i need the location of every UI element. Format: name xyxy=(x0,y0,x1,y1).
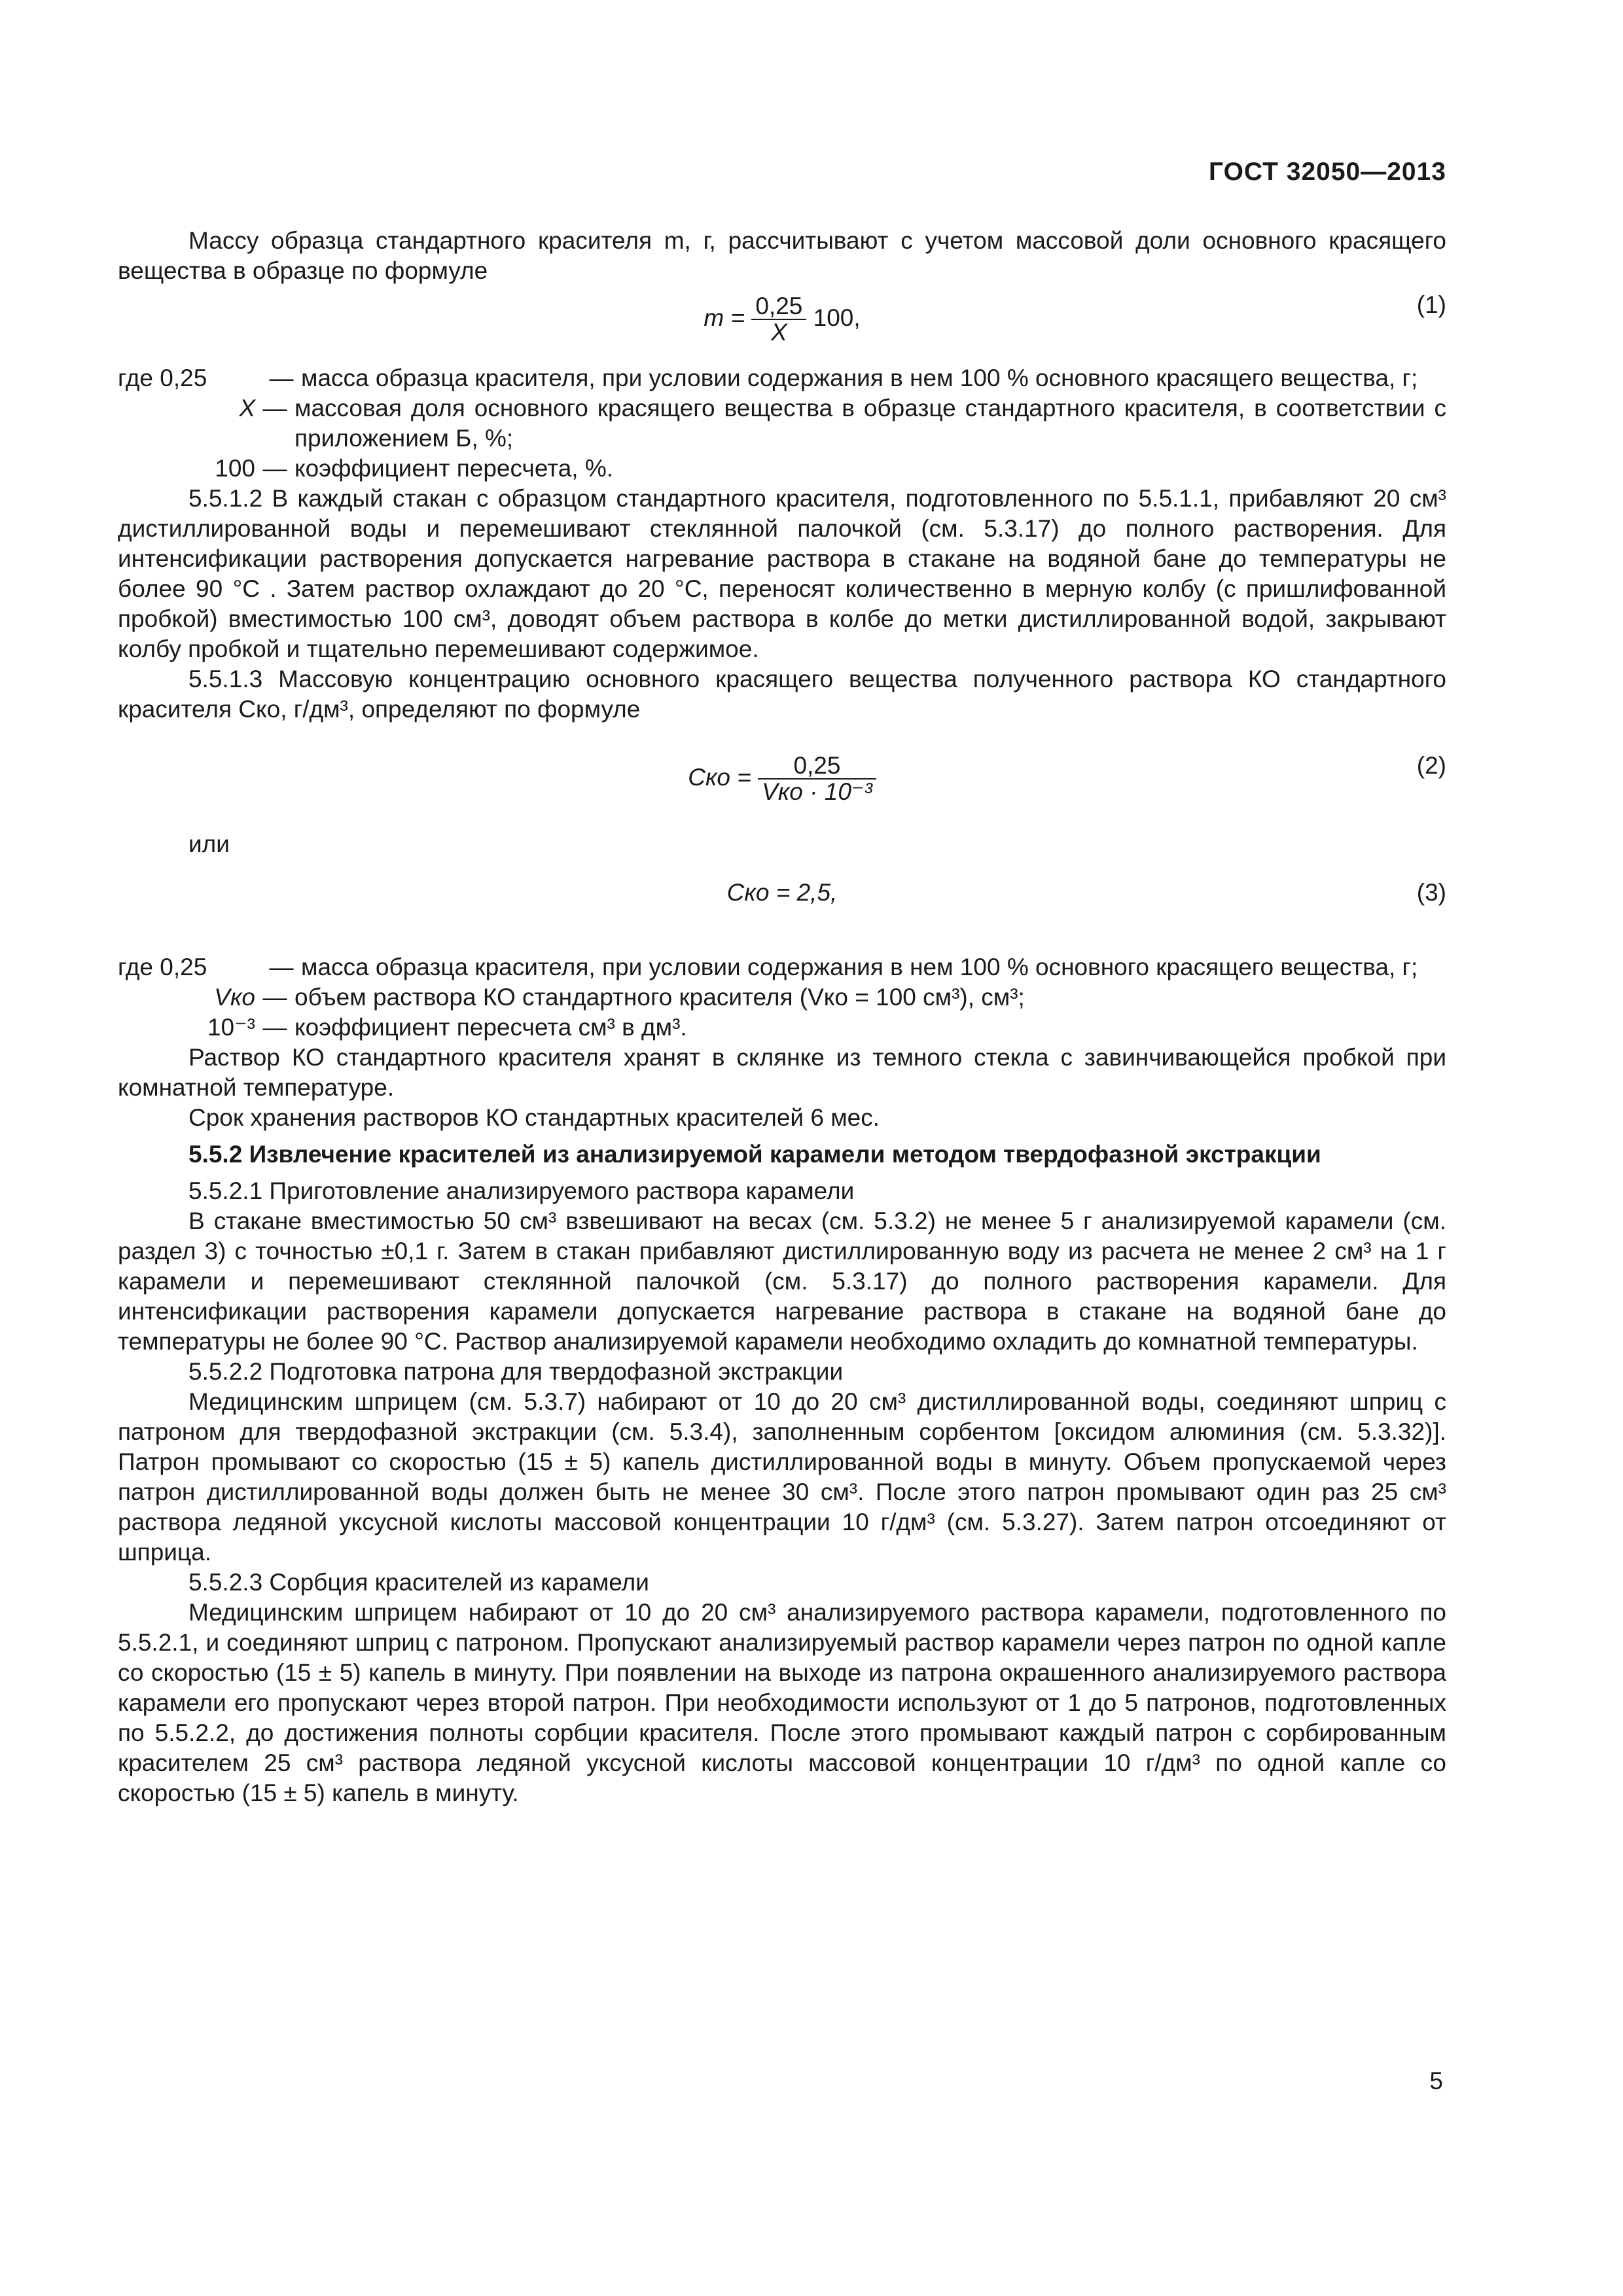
legend-dash: — xyxy=(262,455,287,482)
legend-term: 100 xyxy=(215,455,255,482)
equation-2 xyxy=(118,751,1446,829)
legend-2 xyxy=(118,952,1446,1043)
legend-term: 10⁻³ xyxy=(207,1014,255,1041)
eq2-number: (2) xyxy=(1416,752,1446,779)
eq3-body: Cко = 2,5, xyxy=(726,879,838,906)
legend-dash: — xyxy=(269,954,294,980)
legend-dash: — xyxy=(262,1014,287,1041)
paragraph-5-5-2-1: В стакане вместимостью 50 см³ взвешивают на весах (см. 5.3.2) не менее 5 г анализируемой карамели (см. раздел 3) с точностью ±0,1 г. Затем в стакан прибавляют дистиллированную воду из расчета не менее 2 см³ на 1 г карамели и перемешивают стеклянной палочкой (см. 5.3.17) до полного растворения карамели. Для интенсификации растворения карамели допускается нагревание раствора в стакане на водяной бане до температуры не более 90 °С. Раствор анализируемой карамели необходимо охладить до комнатной температуры. xyxy=(118,1208,1446,1355)
legend-text: массовая доля основного красящего вещества в образце стандартного красителя, в соответствии с приложением Б, %; xyxy=(294,395,1446,452)
equation-1 xyxy=(118,290,1446,349)
paragraph-5-5-2-2: Медицинским шприцем (см. 5.3.7) набирают от 10 до 20 см³ дистиллированной воды, соединяют шприц с патроном для твердофазной экстракции (см. 5.3.4), заполненным сорбентом [оксидом алюминия (см. 5.3.32)]. Патрон промывают со скоростью (15 ± 5) капель дистиллированной воды в минуту. Объем пропускаемой через патрон дистиллированной воды должен быть не менее 30 см³. После этого патрон промывают один раз 25 см³ раствора ледяной уксусной кислоты массовой концентрации 10 г/дм³ (см. 5.3.27). Затем патрон отсоединяют от шприца. xyxy=(118,1388,1446,1566)
document-body xyxy=(118,226,1446,1808)
legend-dash: — xyxy=(269,365,294,391)
equation-3 xyxy=(118,878,1446,930)
eq1-lhs: m = xyxy=(704,304,745,331)
eq1-numerator: 0,25 xyxy=(751,294,806,320)
eq2-fraction xyxy=(758,753,876,804)
legend-term: Vко xyxy=(214,984,255,1011)
paragraph-5-5-1-3: 5.5.1.3 Массовую концентрацию основного красящего вещества полученного раствора КО стандартного красителя Cко, г/дм³, определяют по формуле xyxy=(118,666,1446,723)
legend-1-row xyxy=(118,454,1446,484)
eq1-denominator: X xyxy=(771,319,787,346)
legend-dash: — xyxy=(262,984,287,1011)
eq1-number: (1) xyxy=(1416,291,1446,318)
subsection-5-5-2-3-heading: 5.5.2.3 Сорбция красителей из карамели xyxy=(188,1569,649,1596)
legend-text: объем раствора КО стандартного красителя (Vко = 100 см³), см³; xyxy=(294,984,1025,1011)
legend-1-row xyxy=(118,393,1446,454)
legend-term: где 0,25 xyxy=(118,954,207,980)
intro-paragraph: Массу образца стандартного красителя m, г, рассчитывают с учетом массовой доли основного красящего вещества в образце по формуле xyxy=(118,227,1446,284)
legend-dash: — xyxy=(262,395,287,422)
legend-2-row xyxy=(118,1013,1446,1043)
section-5-5-2-heading: 5.5.2 Извлечение красителей из анализируемой карамели методом твердофазной экстракции xyxy=(188,1141,1321,1168)
eq2-lhs: Cко = xyxy=(688,763,751,791)
storage-term-paragraph: Срок хранения растворов КО стандартных красителей 6 мес. xyxy=(188,1104,880,1131)
legend-text: коэффициент пересчета см³ в дм³. xyxy=(294,1014,687,1041)
eq3-number: (3) xyxy=(1416,879,1446,906)
legend-2-row xyxy=(118,952,1446,982)
subsection-5-5-2-2-heading: 5.5.2.2 Подготовка патрона для твердофазной экстракции xyxy=(188,1358,844,1385)
document-header: ГОСТ 32050—2013 xyxy=(1209,158,1446,186)
eq1-tail: 100, xyxy=(813,304,861,331)
eq1-fraction xyxy=(751,294,806,345)
storage-paragraph: Раствор КО стандартного красителя хранят в склянке из темного стекла с завинчивающейся пробкой при комнатной температуре. xyxy=(118,1044,1446,1101)
subsection-5-5-2-1-heading: 5.5.2.1 Приготовление анализируемого раствора карамели xyxy=(188,1177,855,1204)
legend-1-row xyxy=(118,363,1446,393)
legend-text: масса образца красителя, при условии содержания в нем 100 % основного красящего вещества, г; xyxy=(301,365,1418,391)
paragraph-5-5-1-2: 5.5.1.2 В каждый стакан с образцом стандартного красителя, подготовленного по 5.5.1.1, прибавляют 20 см³ дистиллированной воды и перемешивают стеклянной палочкой (см. 5.3.17) до полного растворения. Для интенсификации растворения допускается нагревание раствора в стакане на водяной бане до температуры не более 90 °С . Затем раствор охлаждают до 20 °С, переносят количественно в мерную колбу (с пришлифованной пробкой) вместимостью 100 см³, доводят объем раствора в колбе до метки дистиллированной водой, закрывают колбу пробкой и тщательно перемешивают содержимое. xyxy=(118,485,1446,662)
eq2-numerator: 0,25 xyxy=(758,753,876,780)
or-connector: или xyxy=(188,831,230,857)
page-number: 5 xyxy=(1429,2068,1443,2094)
paragraph-5-5-2-3: Медицинским шприцем набирают от 10 до 20 см³ анализируемого раствора карамели, подготовленного по 5.5.2.1, и соединяют шприц с патроном. Пропускают анализируемый раствор карамели через патрон по одной капле со скоростью (15 ± 5) капель в минуту. При появлении на выходе из патрона окрашенного анализируемого раствора карамели его пропускают через второй патрон. При необходимости используют от 1 до 5 патронов, подготовленных по 5.5.2.2, до достижения полноты сорбции красителя. После этого промывают каждый патрон с сорбированным красителем 25 см³ раствора ледяной уксусной кислоты массовой концентрации 10 г/дм³ по одной капле со скоростью (15 ± 5) капель в минуту. xyxy=(118,1599,1446,1806)
eq2-denominator: Vко · 10⁻³ xyxy=(762,778,872,805)
legend-term: X xyxy=(239,395,255,422)
legend-2-row xyxy=(118,982,1446,1013)
legend-term: где 0,25 xyxy=(118,365,207,391)
legend-text: масса образца красителя, при условии содержания в нем 100 % основного красящего вещества, г; xyxy=(301,954,1418,980)
legend-1 xyxy=(118,363,1446,484)
legend-text: коэффициент пересчета, %. xyxy=(294,455,614,482)
